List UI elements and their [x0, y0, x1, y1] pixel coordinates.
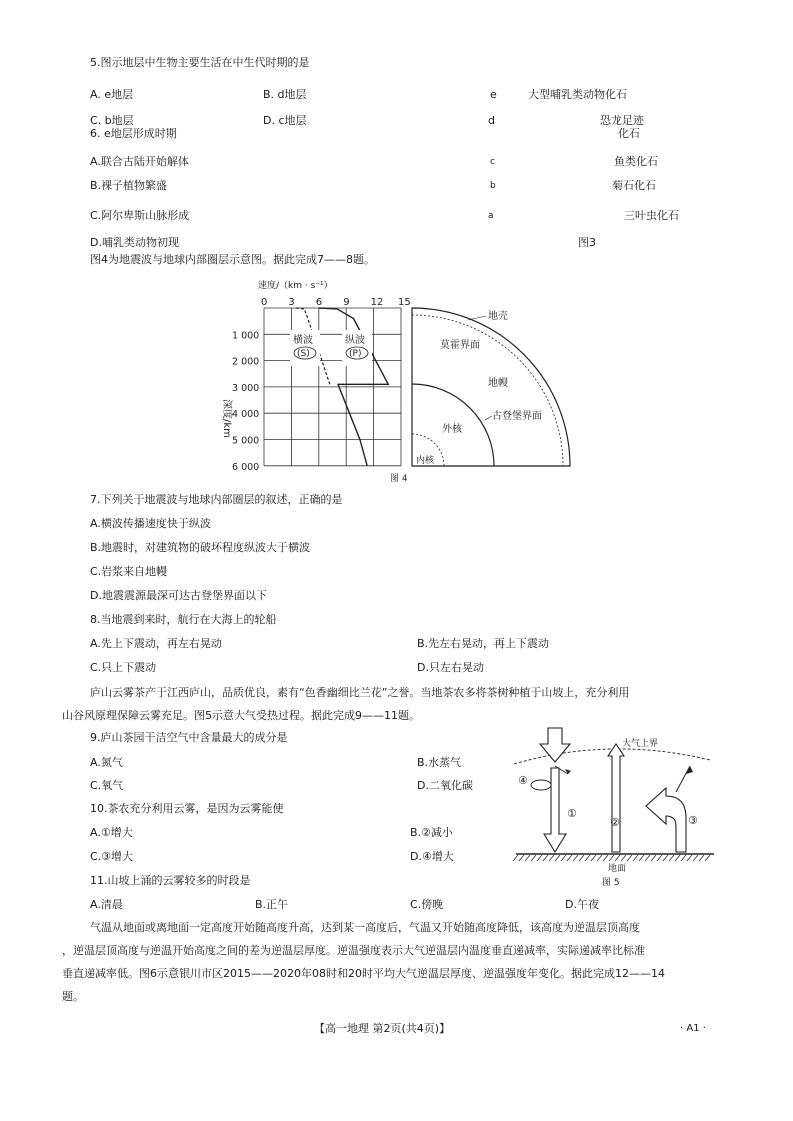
q5-option-c: C. b地层 — [90, 114, 134, 127]
q5-option-b: B. d地层 — [263, 88, 307, 101]
page-footer-code: · A1 · — [680, 1023, 706, 1034]
fig4-y-tick: 2 000 — [232, 356, 260, 368]
fig5-arrow-2 — [608, 744, 624, 852]
fig5-marker-2: ② — [610, 816, 620, 829]
fig4-s-wave-label: 横波 — [293, 335, 313, 346]
fig3-caption: 图3 — [578, 236, 596, 249]
q6-option-d: D.哺乳类动物初现 — [90, 236, 179, 249]
figure-4-seismic-waves — [210, 274, 580, 486]
q10-option-a: A.①增大 — [90, 826, 133, 839]
fig4-outer-core-label: 外核 — [442, 424, 462, 435]
q9-option-d: D.二氧化碳 — [417, 779, 473, 792]
fig4-y-tick: 1 000 — [232, 330, 260, 342]
fig4-x-tick: 3 — [288, 297, 295, 308]
q11-option-b: B.正午 — [255, 898, 289, 911]
q8-option-c: C.只上下震动 — [90, 661, 157, 674]
fig4-y-label: 深度/km — [221, 399, 232, 438]
fig4-moho-label: 莫霍界面 — [440, 340, 480, 351]
inversion-intro-line1: 气温从地面或离地面一定高度开始随高度升高，达到某一高度后，气温又开始随高度降低，该高度为逆温层顶高度 — [90, 921, 640, 934]
q8-option-a: A.先上下震动，再左右晃动 — [90, 637, 222, 650]
q7-stem: 7.下列关于地震波与地球内部圈层的叙述，正确的是 — [90, 493, 343, 506]
fig5-caption: 图 5 — [602, 878, 620, 888]
fig4-y-tick: 6 000 — [232, 461, 260, 473]
fig3-layer-letter: e — [490, 88, 497, 101]
fig3-layer-letter: c — [490, 157, 495, 167]
fig5-ground-label: 地面 — [608, 864, 627, 874]
page-footer: 【高一地理 第2页(共4页)】 — [314, 1022, 451, 1035]
fig4-inner-core-label: 内核 — [416, 456, 435, 466]
fig4-crust-pointer — [468, 316, 486, 320]
q5-stem: 5.图示地层中生物主要生活在中生代时期的是 — [90, 56, 310, 69]
q7-option-c: C.岩浆来自地幔 — [90, 565, 168, 578]
fig3-layer-fossil: 大型哺乳类动物化石 — [528, 88, 627, 101]
tea-intro-line1: 庐山云雾茶产于江西庐山，品质优良，素有“色香幽细比兰花”之誉。当地茶农多将茶树种植于山坡上，充分利用 — [90, 686, 630, 699]
q10-stem: 10.茶农充分利用云雾，是因为云雾能使 — [90, 802, 284, 815]
inversion-intro-line2: ，逆温层顶高度与逆温开始高度之间的差为逆温层厚度。逆温强度表示大气逆温层内温度垂直递减率，实际递减率比标准 — [62, 944, 645, 957]
fig5-marker-4: ④ — [518, 774, 528, 787]
fig3-layer-fossil: 三叶虫化石 — [624, 209, 679, 222]
fig3-layer-fossil: 恐龙足迹 — [600, 114, 644, 127]
q5-option-a: A. e地层 — [90, 88, 134, 101]
q6-option-c: C.阿尔卑斯山脉形成 — [90, 209, 190, 222]
fig3-layer-letter: d — [488, 114, 495, 127]
fig4-crust-label: 地壳 — [488, 311, 508, 322]
fig4-p-wave-label: 纵波 — [345, 335, 365, 346]
fig4-caption: 图 4 — [390, 474, 408, 484]
q5-option-d: D. c地层 — [263, 114, 307, 127]
q10-option-d: D.④增大 — [410, 850, 454, 863]
fig4-intro: 图4为地震波与地球内部圈层示意图。据此完成7——8题。 — [90, 253, 375, 266]
q8-option-d: D.只左右晃动 — [417, 661, 484, 674]
fig4-x-tick: 12 — [370, 297, 384, 308]
q9-stem: 9.庐山茶园干洁空气中含量最大的成分是 — [90, 731, 288, 744]
inversion-intro-line4: 题。 — [62, 990, 84, 1003]
q8-option-b: B.先左右晃动，再上下震动 — [417, 637, 550, 650]
fig4-axis-label: 速度/（km · s⁻¹） — [258, 281, 333, 291]
inversion-intro-line3: 垂直递减率低。图6示意银川市区2015——2020年08时和20时平均大气逆温层厚度、逆温强度年变化。据此完成12——14 — [62, 967, 665, 980]
q6-option-b: B.裸子植物繁盛 — [90, 179, 168, 192]
q9-option-b: B.水蒸气 — [417, 756, 462, 769]
figure-5-atmosphere-heating — [510, 726, 720, 890]
q11-option-a: A.清晨 — [90, 898, 123, 911]
fig4-x-tick: 15 — [398, 297, 411, 308]
fig4-x-tick: 9 — [343, 297, 350, 308]
q11-stem: 11.山坡上涌的云雾较多的时段是 — [90, 874, 251, 887]
fig4-y-tick: 4 000 — [232, 409, 260, 421]
tea-intro-line2: 山谷风原理保障云雾充足。图5示意大气受热过程。据此完成9——11题。 — [62, 709, 420, 722]
fig3-layer-letter: a — [488, 211, 494, 221]
q11-option-c: C.傍晚 — [410, 898, 444, 911]
fig5-marker-3: ③ — [688, 814, 698, 827]
fig4-gutenberg-label: 古登堡界面 — [492, 411, 542, 422]
q9-option-a: A.氮气 — [90, 756, 123, 769]
q6-stem: 6. e地层形成时期 — [90, 127, 177, 140]
q7-option-a: A.横波传播速度快于纵波 — [90, 517, 211, 530]
q10-option-b: B.②减小 — [410, 826, 453, 839]
q9-option-c: C.氧气 — [90, 779, 124, 792]
fig5-arrow-1-shaft — [544, 768, 566, 852]
fig4-y-tick: 3 000 — [232, 382, 260, 394]
fig4-x-tick: 0 — [261, 297, 268, 308]
fig5-cloud — [531, 780, 551, 790]
q7-option-b: B.地震时，对建筑物的破坏程度纵波大于横波 — [90, 541, 311, 554]
q11-option-d: D.午夜 — [565, 898, 599, 911]
fig3-layer-fossil: 鱼类化石 — [614, 155, 658, 168]
fig4-mantle-label: 地幔 — [488, 378, 508, 389]
fig3-layer-letter: b — [490, 181, 496, 191]
fig3-layer-fossil: 菊石化石 — [612, 179, 656, 192]
fig4-x-tick: 6 — [315, 297, 323, 308]
fig4-y-tick: 5 000 — [232, 435, 260, 447]
q10-option-c: C.③增大 — [90, 850, 134, 863]
fig4-p-letter: (P) — [349, 349, 362, 359]
fig5-arrow-3 — [646, 788, 686, 852]
fig4-gutenberg-pointer — [485, 416, 492, 420]
fig5-arrow-1 — [540, 728, 570, 762]
fig4-s-letter: (S) — [297, 349, 310, 359]
fig5-upper-boundary-label: 大气上界 — [622, 739, 659, 749]
fig3-layer-fossil: 化石 — [618, 127, 640, 140]
q7-option-d: D.地震震源最深可达古登堡界面以下 — [90, 589, 267, 602]
q8-stem: 8.当地震到来时，航行在大海上的轮船 — [90, 613, 277, 626]
q6-option-a: A.联合古陆开始解体 — [90, 155, 189, 168]
fig5-marker-1: ① — [567, 807, 577, 820]
